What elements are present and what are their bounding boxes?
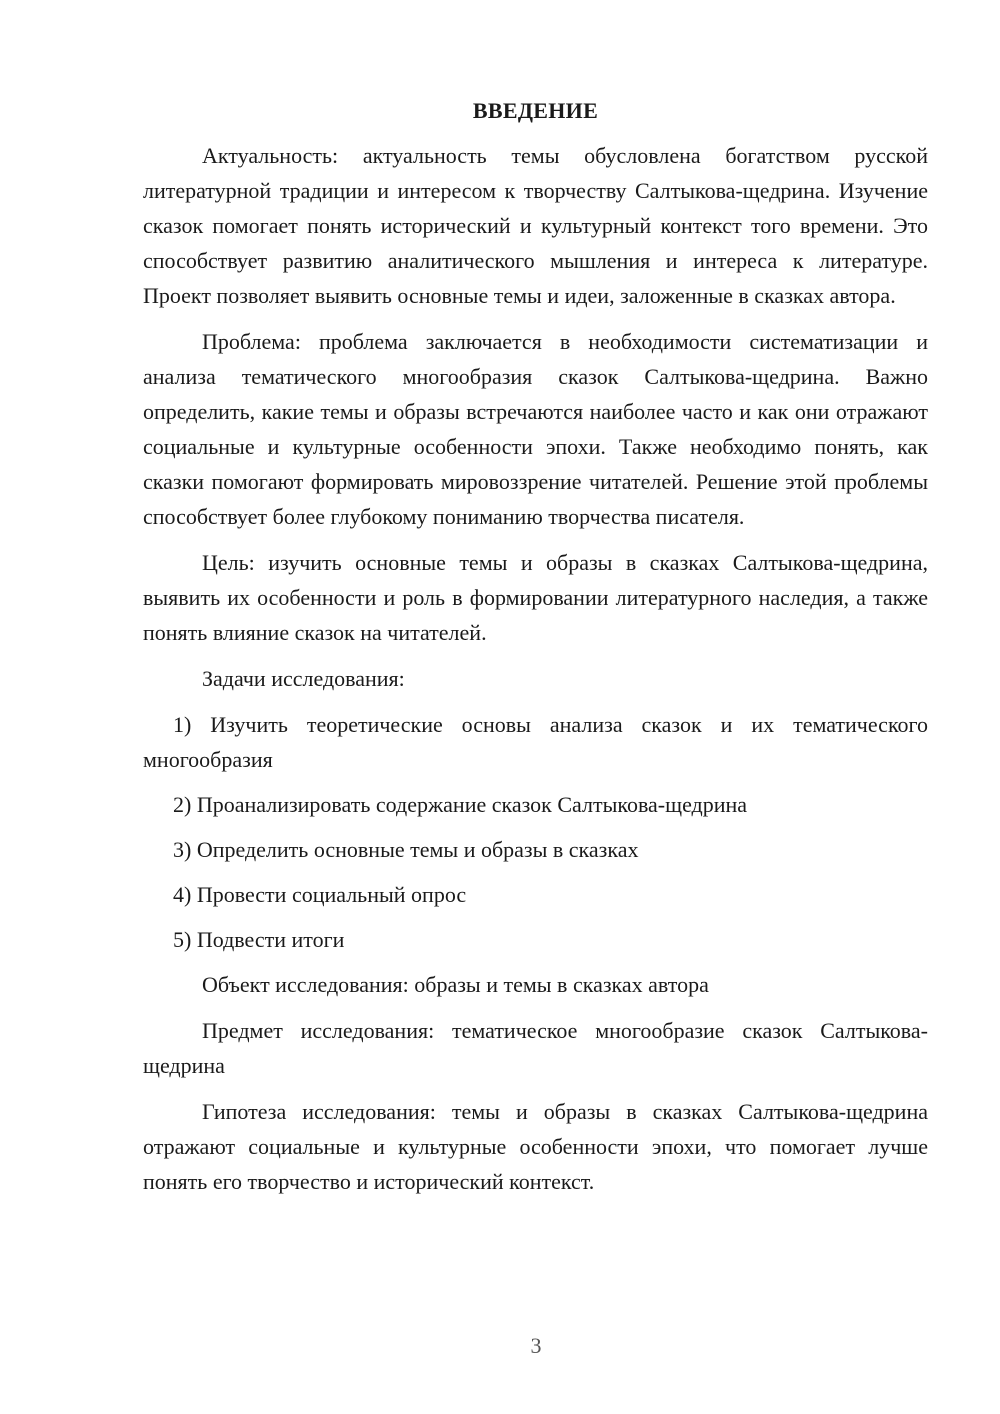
problem-paragraph: Проблема: проблема заключается в необходимости систематизации и анализа тематического многообразия сказок Салтыкова-щедрина. Важно определить, какие темы и образы встречаются наиболее часто и как они отражают социальные и культурные особенности эпохи. Также необходимо понять, как сказки помогают формировать мировоззрение читателей. Решение этой проблемы способствует более глубокому пониманию творчества писателя. [143,329,928,529]
subject-paragraph: Предмет исследования: тематическое многообразие сказок Салтыкова-щедрина [143,1018,928,1078]
page-number: 3 [530,1333,542,1358]
task-item-1: 1) Изучить теоретические основы анализа сказок и их тематического многообразия [143,712,928,772]
goal-paragraph: Цель: изучить основные темы и образы в сказках Салтыкова-щедрина, выявить их особенности и роль в формировании литературного наследия, а также понять влияние сказок на читателей. [143,550,928,645]
tasks-heading: Задачи исследования: [202,666,405,691]
relevance-paragraph: Актуальность: актуальность темы обусловлена богатством русской литературной традиции и интересом к творчеству Салтыкова-щедрина. Изучение сказок помогает понять исторический и культурный контекст того времени. Это способствует развитию аналитического мышления и интереса к литературе. Проект позволяет выявить основные темы и идеи, заложенные в сказках автора. [143,143,928,308]
page-content [143,95,928,1210]
task-item-3: 3) Определить основные темы и образы в сказках [173,837,639,862]
task-item-5: 5) Подвести итоги [173,927,345,952]
page-title: ВВЕДЕНИЕ [472,98,599,123]
object-paragraph: Объект исследования: образы и темы в сказках автора [202,972,709,997]
task-item-4: 4) Провести социальный опрос [173,882,467,907]
hypothesis-paragraph: Гипотеза исследования: темы и образы в сказках Салтыкова-щедрина отражают социальные и культурные особенности эпохи, что помогает лучше понять его творчество и исторический контекст. [143,1099,928,1194]
task-item-2: 2) Проанализировать содержание сказок Салтыкова-щедрина [173,792,748,817]
